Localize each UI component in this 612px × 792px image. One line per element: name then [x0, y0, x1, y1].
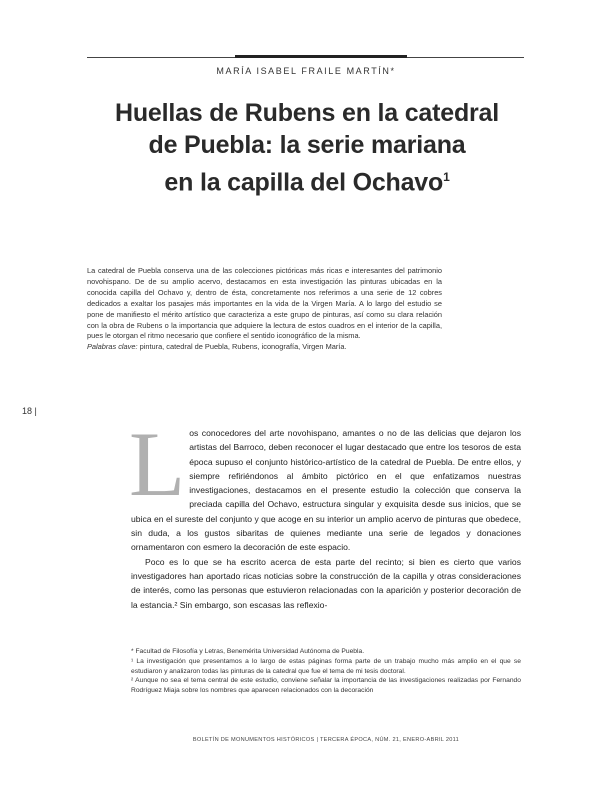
title-line-3-text: en la capilla del Ochavo [164, 168, 444, 197]
title-line-3 [90, 161, 524, 198]
body-text [129, 413, 521, 612]
article-title [90, 97, 524, 198]
keywords-label: Palabras clave: [87, 342, 138, 352]
footnote-1: ¹ La investigación que presentamos a lo largo de estas páginas forma parte de un trabajo mucho más amplio en el que se estudiaron y analizaron todas las pinturas de la catedral que fue el tema de mi tesis doctoral. [131, 657, 521, 675]
keywords: pintura, catedral de Puebla, Rubens, iconografía, Virgen María. [137, 342, 347, 352]
title-line-2: de Puebla: la serie mariana [148, 131, 466, 159]
abstract-text: La catedral de Puebla conserva una de las colecciones pictóricas más ricas e interesantes del patrimonio novohispano. De de su amplio acervo, destacamos en esta investigación las pinturas ubicadas en la conocida capilla del Ochavo y, dentro de ésta, concretamente nos referimos a una serie de 12 cobres dedicados a exaltar los pasajes más importantes en la vida de la Virgen María. A lo largo del estudio se pone de manifiesto el mérito artístico que caracteriza a este grupo de pinturas, así como su clara relación con la obra de Rubens o la importancia que adquiere la lectura de estos cuadros en el interior de la capilla, pues le otorgan el ritmo necesario que confiere el sentido iconográfico de la misma. [87, 266, 442, 341]
abstract [87, 266, 442, 353]
paragraph-2: Poco es lo que se ha escrito acerca de esta parte del recinto; si bien es cierto que varios investigadores han aportado ricas noticias sobre la construcción de la capilla y otras consideraciones de interés, como las personas que estuvieron relacionadas con la aparición y posterior decoración de la estancia.² Sin embargo, son escasas las reflexio- [131, 556, 521, 610]
footnote-affiliation: * Facultad de Filosofía y Letras, Benemérita Universidad Autónoma de Puebla. [131, 648, 365, 655]
footnote-2: ² Aunque no sea el tema central de este estudio, conviene señalar la importancia de las investigaciones realizadas por Fernando Rodríguez Miaja sobre los nombres que aparecen relacionados con la decoración [131, 677, 521, 695]
journal-footer: BOLETÍN DE MONUMENTOS HISTÓRICOS | TERCERA ÉPOCA, NÚM. 21, ENERO-ABRIL 2011 [192, 737, 460, 743]
title-line-1: Huellas de Rubens en la catedral [114, 99, 500, 127]
footnotes [131, 647, 521, 696]
title-footnote-mark: 1 [443, 170, 450, 184]
paragraph-1: os conocedores del arte novohispano, amantes o no de las delicias que dejaron los artistas del Barroco, deben reconocer el lugar destacado que entre los tesoros de esta época supuso el conjunto histórico-artístico de la catedral de Puebla. De entre ellos, y siempre refiriéndonos al ámbito pictórico en el que enfatizamos nuestras investigaciones, destacamos en el presente estudio la colección que conserva la preciada capilla del Ochavo, estructura singular y exquisita desde sus inicios, que se ubica en el sureste del conjunto y que acoge en su interior un amplio acervo de pinturas que obedece, sin duda, a los gustos sibaritas de quienes mediante una serie de legados y donaciones ornamentaron con esmero la decoración de este espacio. [131, 428, 521, 553]
drop-cap: L [129, 413, 186, 515]
author-name: MARÍA ISABEL FRAILE MARTÍN* [216, 66, 396, 76]
page-number: 18 | [22, 406, 37, 416]
header-rule-accent [235, 55, 407, 58]
